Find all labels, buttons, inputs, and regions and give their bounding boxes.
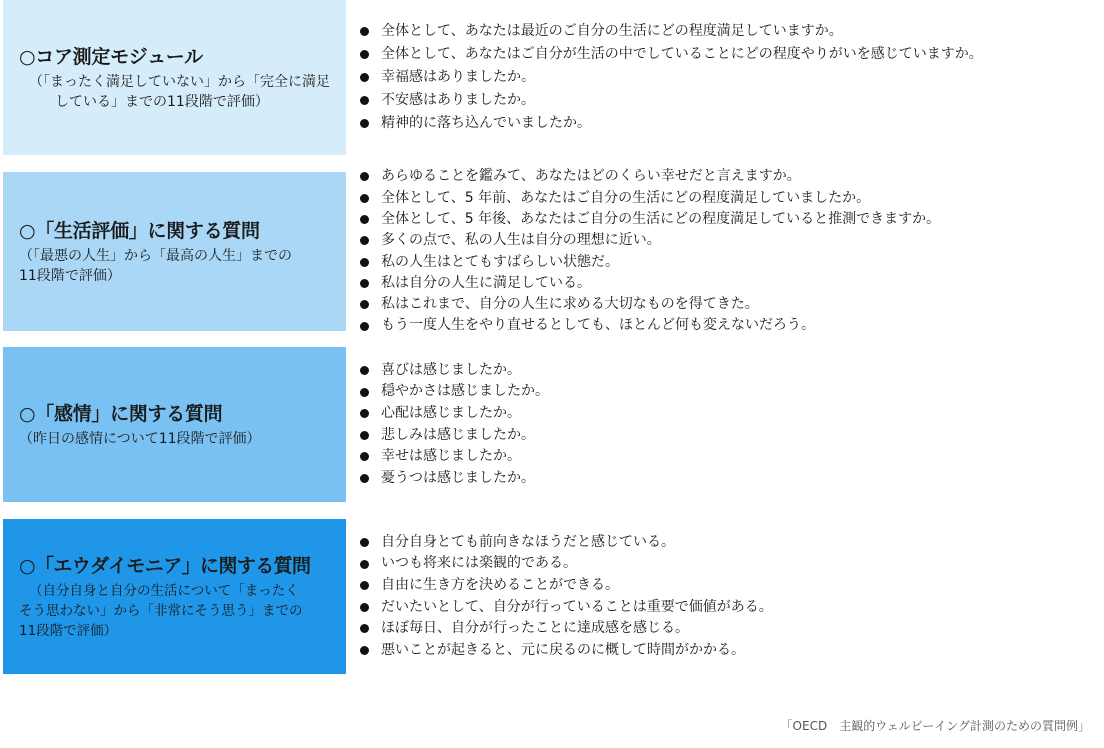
bullet-icon — [360, 474, 369, 483]
list-item — [360, 20, 983, 43]
item-text: 私の人生はとてもすばらしい状態だ。 — [381, 253, 619, 270]
list-item — [360, 252, 940, 273]
item-text: あらゆることを鑑みて、あなたはどのくらい幸せだと言えますか。 — [381, 168, 801, 185]
item-text: 自分自身とても前向きなほうだと感じている。 — [381, 533, 675, 550]
section-title: ○「エウダイモニア」に関する質問 — [19, 554, 311, 577]
item-text: だいたいとして、自分が行っていることは重要で価値がある。 — [381, 598, 773, 615]
bullet-icon — [360, 366, 369, 375]
list-item — [360, 166, 940, 187]
question-list — [360, 347, 549, 502]
item-text: 喜びは感じましたか。 — [381, 361, 521, 378]
question-list — [360, 519, 773, 674]
section-label-box — [3, 0, 346, 155]
list-item — [360, 273, 940, 294]
list-item — [360, 43, 983, 66]
item-text: 多くの点で、私の人生は自分の理想に近い。 — [381, 232, 661, 249]
bullet-icon — [360, 279, 369, 288]
item-text: ほぼ毎日、自分が行ったことに達成感を感じる。 — [381, 620, 689, 637]
section-title: ○「生活評価」に関する質問 — [19, 219, 260, 242]
list-item — [360, 532, 773, 554]
description-line: している」までの11段階で評価） — [55, 93, 269, 110]
list-item — [360, 597, 773, 619]
bullet-icon — [360, 73, 369, 82]
section-description — [19, 72, 336, 112]
bullet-icon — [360, 538, 369, 547]
bullet-icon — [360, 409, 369, 418]
list-item — [360, 381, 549, 403]
item-text: 全体として、5 年前、あなたはご自分の生活にどの程度満足していましたか。 — [381, 189, 871, 206]
bullet-icon — [360, 322, 369, 331]
bullet-icon — [360, 581, 369, 590]
bullet-icon — [360, 96, 369, 105]
list-item — [360, 66, 983, 89]
item-text: 全体として、5 年後、あなたはご自分の生活にどの程度満足していると推測できますか。 — [381, 210, 941, 227]
description-line: 11段階で評価） — [19, 267, 121, 284]
item-text: 心配は感じましたか。 — [381, 404, 521, 421]
description-line: （自分自身と自分の生活について「まったく — [29, 582, 299, 599]
bullet-icon — [360, 300, 369, 309]
list-item — [360, 294, 940, 315]
bullet-icon — [360, 27, 369, 36]
description-line: （昨日の感情について11段階で評価） — [19, 430, 261, 447]
description-line: 11段階で評価） — [19, 622, 118, 639]
section-description — [19, 246, 336, 286]
item-text: もう一度人生をやり直せるとしても、ほとんど何も変えないだろう。 — [381, 317, 815, 334]
item-text: 悪いことが起きると、元に戻るのに概して時間がかかる。 — [381, 641, 745, 658]
list-item — [360, 209, 940, 230]
item-text: 自由に生き方を決めることができる。 — [381, 576, 619, 593]
list-item — [360, 446, 549, 468]
item-text: 精神的に落ち込んでいましたか。 — [381, 115, 591, 131]
list-item — [360, 468, 549, 490]
source-caption: 「OECD 主観的ウェルビーイング計測のための質問例」 — [780, 719, 1090, 733]
description-line: そう思わない」から「非常にそう思う」までの — [19, 602, 303, 619]
bullet-icon — [360, 388, 369, 397]
section-label-box — [3, 347, 346, 502]
description-line: （「最悪の人生」から「最高の人生」までの — [19, 247, 292, 264]
item-text: 不安感はありましたか。 — [381, 92, 535, 108]
bullet-icon — [360, 431, 369, 440]
bullet-icon — [360, 624, 369, 633]
section-affect — [0, 347, 1104, 502]
bullet-icon — [360, 560, 369, 569]
list-item — [360, 618, 773, 640]
item-text: 私はこれまで、自分の人生に求める大切なものを得てきた。 — [381, 296, 759, 313]
list-item — [360, 188, 940, 209]
bullet-icon — [360, 194, 369, 203]
item-text: 幸せは感じましたか。 — [381, 448, 521, 465]
item-text: 幸福感はありましたか。 — [381, 69, 535, 85]
item-text: 全体として、あなたは最近のご自分の生活にどの程度満足していますか。 — [381, 23, 843, 39]
list-item — [360, 403, 549, 425]
bullet-icon — [360, 603, 369, 612]
item-text: 私は自分の人生に満足している。 — [381, 274, 591, 291]
item-text: 憂うつは感じましたか。 — [381, 469, 535, 486]
list-item — [360, 315, 940, 336]
list-item — [360, 89, 983, 112]
item-text: 穏やかさは感じましたか。 — [381, 383, 549, 400]
section-eudaimonia — [0, 519, 1104, 674]
item-text: いつも将来には楽観的である。 — [381, 555, 577, 572]
list-item — [360, 553, 773, 575]
section-label-box — [3, 172, 346, 331]
item-text: 悲しみは感じましたか。 — [381, 426, 535, 443]
bullet-icon — [360, 646, 369, 655]
list-item — [360, 112, 983, 135]
description-line: （「まったく満足していない」から「完全に満足 — [29, 73, 330, 90]
list-item — [360, 575, 773, 597]
item-text: 全体として、あなたはご自分が生活の中でしていることにどの程度やりがいを感じていますか。 — [381, 46, 983, 62]
section-title: ○コア測定モジュール — [19, 45, 203, 68]
bullet-icon — [360, 172, 369, 181]
bullet-icon — [360, 215, 369, 224]
section-title: ○「感情」に関する質問 — [19, 402, 223, 425]
section-core-module — [0, 0, 1104, 155]
section-label-box — [3, 519, 346, 674]
list-item — [360, 230, 940, 251]
section-life-evaluation — [0, 168, 1104, 334]
list-item — [360, 640, 773, 662]
list-item — [360, 360, 549, 382]
list-item — [360, 425, 549, 447]
bullet-icon — [360, 50, 369, 59]
bullet-icon — [360, 119, 369, 128]
section-description — [19, 429, 336, 449]
section-description — [19, 581, 336, 641]
bullet-icon — [360, 258, 369, 267]
bullet-icon — [360, 452, 369, 461]
question-list — [360, 0, 983, 155]
bullet-icon — [360, 236, 369, 245]
question-list — [360, 168, 941, 334]
